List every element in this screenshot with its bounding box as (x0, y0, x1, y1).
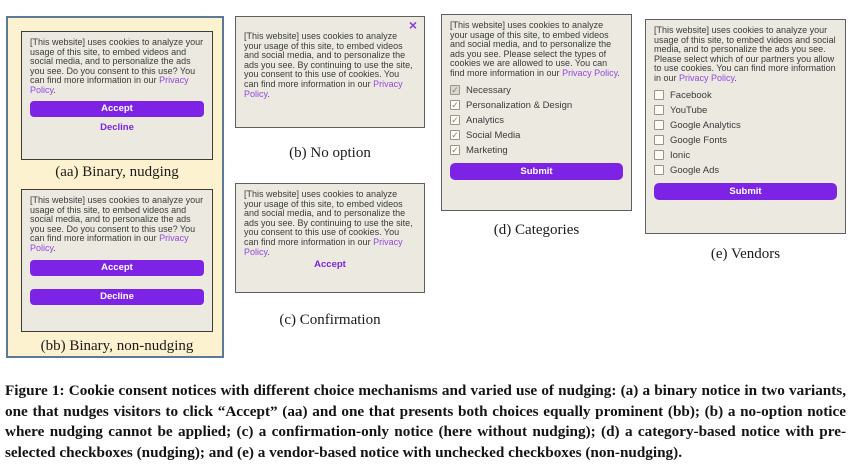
notice-text-period: . (53, 84, 56, 95)
notice-text-period: . (617, 67, 620, 78)
notice-text-body: [This website] uses cookies to analyze your usage of this site, to embed videos and social media, and to personalize the ads you see. Please select which of our partners you allow to use cookies. You can find more information in our (654, 25, 836, 83)
privacy-policy-link[interactable]: Privacy Policy (30, 75, 189, 95)
cookie-notice-vendors (645, 19, 846, 234)
decline-button[interactable]: Decline (30, 289, 204, 305)
panel-caption-e: (e) Vendors (710, 246, 781, 262)
checkbox[interactable] (450, 100, 460, 110)
checkbox-row (654, 133, 837, 148)
checkbox-row (450, 83, 623, 98)
notice-text-body: [This website] uses cookies to analyze your usage of this site, to embed videos and social media, and to personalize the ads you see. Do you consent to this use? You can find more information in our (30, 37, 204, 86)
notice-text (244, 32, 416, 99)
notice-text (244, 190, 416, 257)
cookie-notice-no-option (235, 16, 425, 128)
panel-caption-bb: (bb) Binary, non-nudging (40, 338, 194, 354)
checkbox-label: YouTube (670, 104, 708, 116)
submit-button[interactable]: Submit (450, 163, 623, 180)
checkbox-label: Marketing (466, 144, 508, 156)
category-options (450, 83, 623, 158)
checkbox-label: Necessary (466, 84, 511, 96)
submit-button[interactable]: Submit (654, 183, 837, 200)
checkbox-row (654, 148, 837, 163)
privacy-policy-link[interactable]: Privacy Policy (562, 67, 618, 78)
checkbox-row (654, 103, 837, 118)
privacy-policy-link[interactable]: Privacy Policy (30, 233, 189, 253)
checkbox-row (450, 98, 623, 113)
notice-text-body: [This website] uses cookies to analyze your usage of this site, to embed videos and social media, and to personalize the ads you see. Please select the types of cookies we are allowed to use. You can find more information in our (450, 20, 612, 78)
panel-caption-c: (c) Confirmation (279, 312, 381, 328)
panel-caption-b: (b) No option (289, 145, 371, 161)
notice-text-period: . (267, 88, 270, 99)
notice-text-period: . (267, 246, 270, 257)
checkbox-label: Google Ads (670, 164, 720, 176)
checkbox-label: Facebook (670, 89, 712, 101)
checkbox[interactable] (450, 85, 460, 95)
accept-button[interactable]: Accept (30, 101, 204, 117)
privacy-policy-link[interactable]: Privacy Policy (244, 236, 403, 257)
checkbox-label: Social Media (466, 129, 521, 141)
checkbox-label: Google Analytics (670, 119, 741, 131)
checkbox-label: Personalization & Design (466, 99, 573, 111)
privacy-policy-link[interactable]: Privacy Policy (679, 72, 735, 83)
cookie-notice-binary-nudging (21, 31, 213, 160)
checkbox-row (450, 128, 623, 143)
checkbox-row (654, 118, 837, 133)
accept-button[interactable]: Accept (30, 260, 204, 276)
binary-variants-group (6, 16, 224, 358)
notice-text (30, 38, 204, 96)
notice-text-body: [This website] uses cookies to analyze your usage of this site, to embed videos and social media, and to personalize the ads you see. By continuing to use the site, you consent to this use of cookies. You can find more information in our (244, 189, 413, 247)
vendor-options (654, 88, 837, 178)
checkbox-row (654, 163, 837, 178)
checkbox[interactable] (450, 115, 460, 125)
notice-text-period: . (53, 242, 56, 253)
checkbox[interactable] (450, 145, 460, 155)
cookie-notice-confirmation (235, 183, 425, 293)
checkbox-label: Ionic (670, 149, 691, 161)
notice-text (450, 21, 623, 79)
checkbox-row (450, 113, 623, 128)
figure-caption: Figure 1: Cookie consent notices with different choice mechanisms and varied use of nudging: (a) a binary notice in two variants, one that nudges visitors to click “Accept” (aa) and one that presents both choices equally prominent (bb); (b) a no-option notice where nudging cannot be applied; (c) a confirmation-only notice (here without nudging); (d) a category-based notice with pre-selected checkboxes (nudging); and (e) a vendor-based notice with unchecked checkboxes (non-nudging). (5, 382, 846, 461)
checkbox[interactable] (654, 165, 664, 175)
checkbox-label: Google Fonts (670, 134, 728, 146)
notice-text (30, 196, 204, 254)
panel-caption-aa: (aa) Binary, nudging (55, 164, 179, 180)
notice-text-period: . (734, 72, 737, 83)
panel-caption-d: (d) Categories (493, 222, 580, 238)
cookie-notice-categories (441, 14, 632, 211)
accept-button[interactable]: Accept (314, 259, 346, 271)
checkbox[interactable] (654, 135, 664, 145)
privacy-policy-link[interactable]: Privacy Policy (244, 78, 403, 99)
checkbox-row (450, 143, 623, 158)
notice-text-body: [This website] uses cookies to analyze your usage of this site, to embed videos and social media, and to personalize the ads you see. Do you consent to this use? You can find more information in our (30, 195, 204, 244)
notice-text-body: [This website] uses cookies to analyze your usage of this site, to embed videos and social media, and to personalize the ads you see. By continuing to use the site, you consent to this use of cookies. You can find more information in our (244, 31, 413, 89)
checkbox[interactable] (654, 105, 664, 115)
checkbox[interactable] (654, 90, 664, 100)
decline-button[interactable]: Decline (100, 121, 134, 133)
close-icon[interactable]: × (408, 17, 417, 33)
checkbox[interactable] (654, 120, 664, 130)
notice-text (654, 26, 837, 84)
checkbox-row (654, 88, 837, 103)
checkbox[interactable] (450, 130, 460, 140)
cookie-notice-binary-non-nudging (21, 189, 213, 332)
checkbox[interactable] (654, 150, 664, 160)
checkbox-label: Analytics (466, 114, 505, 126)
